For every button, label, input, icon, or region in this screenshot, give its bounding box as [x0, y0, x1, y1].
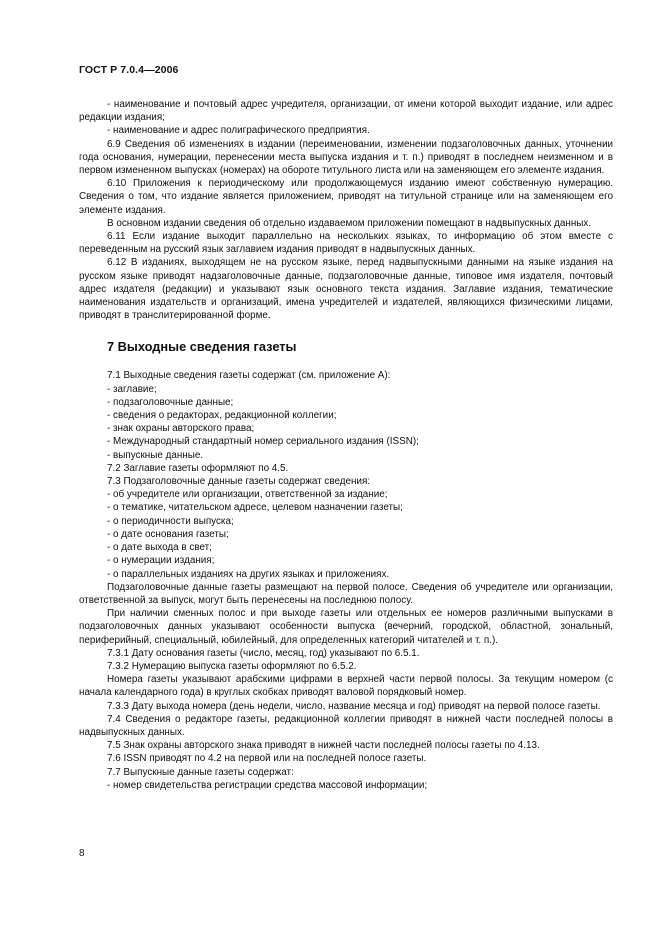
list-item: - сведения о редакторах, редакционной коллегии;	[107, 410, 337, 422]
paragraph: 7.5 Знак охраны авторского знака приводят в нижней части последней полосы газеты по 4.13.	[107, 740, 540, 752]
page-number: 8	[79, 848, 85, 859]
list-item: - подзаголовочные данные;	[107, 396, 234, 408]
paragraph: 7.7 Выпускные данные газеты содержат:	[107, 766, 294, 778]
list-item: - о дате выхода в свет;	[107, 542, 212, 554]
body-text-top	[79, 98, 613, 322]
section-heading: 7 Выходные сведения газеты	[107, 339, 297, 355]
paragraph: 7.3.2 Нумерацию выпуска газеты оформляют по 6.5.2.	[107, 660, 357, 672]
list-item: - наименование и адрес полиграфического предприятия.	[107, 125, 370, 137]
list-item: - об учредителе или организации, ответственной за издание;	[107, 489, 388, 501]
list-item: - о параллельных изданиях на других языках и приложениях.	[107, 568, 390, 580]
paragraph: 7.6 ISSN приводят по 4.2 на первой или на последней полосе газеты.	[107, 753, 427, 765]
paragraph: 6.12 В изданиях, выходящем не на русском языке, перед надвыпускными данными на языке издания на русском языке приводят надзаголовочные данные, подзаголовочные данные, типовое имя издателя, почтовый адрес издателя (редакции) и указывают язык основного текста издания. Заглавие издания, тематические наименования издательств и организаций, имена учредителей и издателей, являющихся физическими лицами, приводят в транслитерированной форме.	[79, 257, 613, 322]
list-item: - о периодичности выпуска;	[107, 515, 234, 527]
list-item: - выпускные данные.	[107, 449, 204, 461]
list-item: - Международный стандартный номер сериального издания (ISSN);	[107, 436, 419, 448]
paragraph: В основном издании сведения об отдельно издаваемом приложении помещают в надвыпускных данных.	[107, 217, 592, 229]
paragraph: Подзаголовочные данные газеты размещают на первой полосе. Сведения об учредителе или организации, ответственной за выпуск, могут быть перенесены на последнюю полосу.	[79, 581, 613, 606]
body-text-bottom	[79, 369, 613, 792]
list-item: - знак охраны авторского права;	[107, 423, 255, 435]
paragraph: 7.3.3 Дату выхода номера (день недели, число, название месяца и год) приводят на первой полосе газеты.	[107, 700, 601, 712]
paragraph: 6.10 Приложения к периодическому или продолжающемуся изданию имеют собственную нумерацию. Сведения о том, что издание является приложением, приводят на титульной странице или на заменяющем его элементе издания.	[79, 178, 613, 216]
paragraph: 6.11 Если издание выходит параллельно на нескольких языках, то информацию об этом вместе с переведенным на русский язык заглавием издания приводят в надвыпускных данных.	[79, 231, 613, 256]
list-item: - номер свидетельства регистрации средства массовой информации;	[107, 779, 428, 791]
list-item: - заглавие;	[107, 383, 157, 395]
document-header: ГОСТ Р 7.0.4—2006	[79, 64, 179, 76]
list-item: - о тематике, читательском адресе, целевом назначении газеты;	[107, 502, 403, 514]
paragraph: Номера газеты указывают арабскими цифрами в верхней части первой полосы. За текущим номером (с начала календарного года) в круглых скобках приводят валовой порядковый номер.	[79, 674, 613, 699]
paragraph: 7.2 Заглавие газеты оформляют по 4.5.	[107, 462, 289, 474]
paragraph: 7.3.1 Дату основания газеты (число, месяц, год) указывают по 6.5.1.	[107, 647, 420, 659]
paragraph: 7.1 Выходные сведения газеты содержат (см. приложение А):	[107, 370, 391, 382]
document-body	[79, 98, 613, 792]
paragraph: 7.4 Сведения о редакторе газеты, редакционной коллегии приводят в нижней части последней полосы в надвыпускных данных.	[79, 713, 613, 738]
list-item: - о дате основания газеты;	[107, 528, 229, 540]
list-item: - о нумерации издания;	[107, 555, 215, 567]
paragraph: 7.3 Подзаголовочные данные газеты содержат сведения:	[107, 476, 371, 488]
list-item: - наименование и почтовый адрес учредителя, организации, от имени которой выходит издание, или адрес редакции издания;	[79, 99, 613, 124]
paragraph: 6.9 Сведения об изменениях в издании (переименовании, изменении подзаголовочных данных, уточнении года основания, нумерации, перенесении места выпуска издания и т. п.) приводят в последнем неизменном и в первом измененном выпусках (номерах) на обороте титульного листа или на заменяющем его элементе издания.	[79, 138, 613, 177]
paragraph: При наличии сменных полос и при выходе газеты или отдельных ее номеров различными выпусками в подзаголовочных данных указывают особенности выпуска (вечерний, городской, областной, зональный, периферийный, специальный, юбилейный, для определенных категорий читателей и т. п.).	[79, 608, 613, 646]
